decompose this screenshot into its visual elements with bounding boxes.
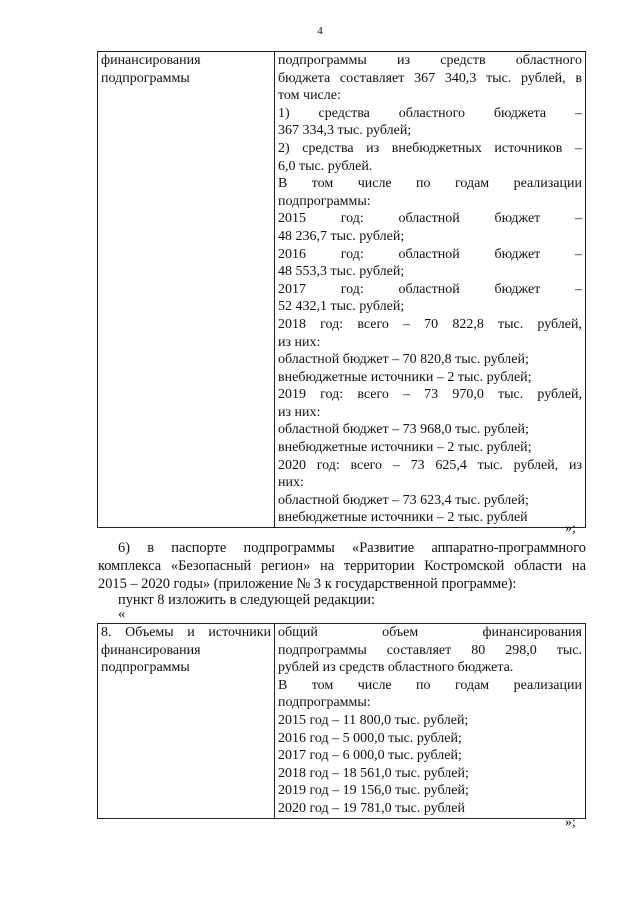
table-line: 2016 год: областной бюджет – (278, 246, 582, 262)
table-line: 1) средства областного бюджета – (278, 105, 582, 121)
table-line: 48 236,7 тыс. рублей; (278, 228, 405, 244)
table-line: областной бюджет – 73 968,0 тыс. рублей; (278, 422, 529, 438)
table1-left-line: финансирования (101, 53, 201, 68)
punkt-8-instruction: пункт 8 изложить в следующей редакции: (118, 592, 375, 608)
table1-right-cell (275, 52, 586, 528)
table-line: 2016 год – 5 000,0 тыс. рублей; (278, 730, 462, 746)
table1-left-line: подпрограммы (101, 70, 190, 86)
table-line: 2018 год – 18 561,0 тыс. рублей; (278, 765, 469, 781)
table2-left-cell (98, 624, 275, 819)
table-line: финансирования (101, 642, 201, 658)
table-line: 2020 год: всего – 73 625,4 тыс. рублей, из (278, 457, 582, 473)
table-line: 2019 год – 19 156,0 тыс. рублей; (278, 783, 469, 799)
table-line: 367 334,3 тыс. рублей; (278, 123, 412, 139)
table-line: областной бюджет – 70 820,8 тыс. рублей; (278, 352, 529, 368)
table-line: 2018 год: всего – 70 822,8 тыс. рублей, (278, 316, 582, 332)
table-line: подпрограммы составляет 80 298,0 тыс. (278, 642, 582, 658)
table-line: 48 553,3 тыс. рублей; (278, 264, 405, 280)
table-line: 52 432,1 тыс. рублей; (278, 299, 405, 315)
closing-quote: »; (565, 815, 576, 830)
table-line: внебюджетные источники – 2 тыс. рублей (278, 510, 528, 526)
table-line: из них: (278, 334, 321, 350)
paragraph-line: 2015 – 2020 годы» (приложение № 3 к государственной программе): (98, 576, 517, 592)
table-line: подпрограммы: (278, 193, 371, 209)
table-line: том числе: (278, 88, 341, 104)
table-line: 2015 год – 11 800,0 тыс. рублей; (278, 712, 469, 728)
closing-quote: »; (565, 521, 576, 536)
table-line: 2019 год: всего – 73 970,0 тыс. рублей, (278, 387, 582, 403)
paragraph-line: комплекса «Безопасный регион» на территории Костромской области на (98, 558, 586, 574)
table-line: 2015 год: областной бюджет – (278, 211, 582, 227)
paragraph-line: 6) в паспорте подпрограммы «Развитие аппаратно-программного (118, 540, 586, 556)
table-line: внебюджетные источники – 2 тыс. рублей; (278, 440, 532, 456)
table-line: подпрограммы (101, 660, 190, 676)
table-line: областной бюджет – 73 623,4 тыс. рублей; (278, 492, 529, 508)
funding-table-continued (97, 51, 586, 528)
table-line: рублей из средств областного бюджета. (278, 660, 514, 676)
table-line: внебюджетные источники – 2 тыс. рублей; (278, 369, 532, 385)
paragraph-6 (98, 539, 586, 593)
table-line: подпрограммы из средств областного (278, 53, 582, 68)
table-line: 6,0 тыс. рублей. (278, 158, 373, 174)
table-line: общий объем финансирования (278, 625, 582, 640)
table-line: бюджета составляет 367 340,3 тыс. рублей, в (278, 70, 582, 86)
table1-left-cell (98, 52, 275, 528)
table-line: В том числе по годам реализации (278, 677, 582, 693)
table-line: В том числе по годам реализации (278, 176, 582, 192)
table-line: 2020 год – 19 781,0 тыс. рублей (278, 800, 465, 816)
table2-right-cell (275, 624, 586, 819)
opening-quote: « (118, 606, 126, 622)
page-number: 4 (317, 25, 323, 37)
table-line: них: (278, 475, 304, 491)
table-line: 2) средства из внебюджетных источников – (278, 140, 582, 156)
table-line: из них: (278, 404, 321, 420)
table-line: подпрограммы: (278, 695, 371, 711)
table-line: 8. Объемы и источники (101, 625, 271, 640)
table-line: 2017 год – 6 000,0 тыс. рублей; (278, 748, 462, 764)
table-line: 2017 год: областной бюджет – (278, 281, 582, 297)
funding-table-item-8 (97, 623, 586, 819)
